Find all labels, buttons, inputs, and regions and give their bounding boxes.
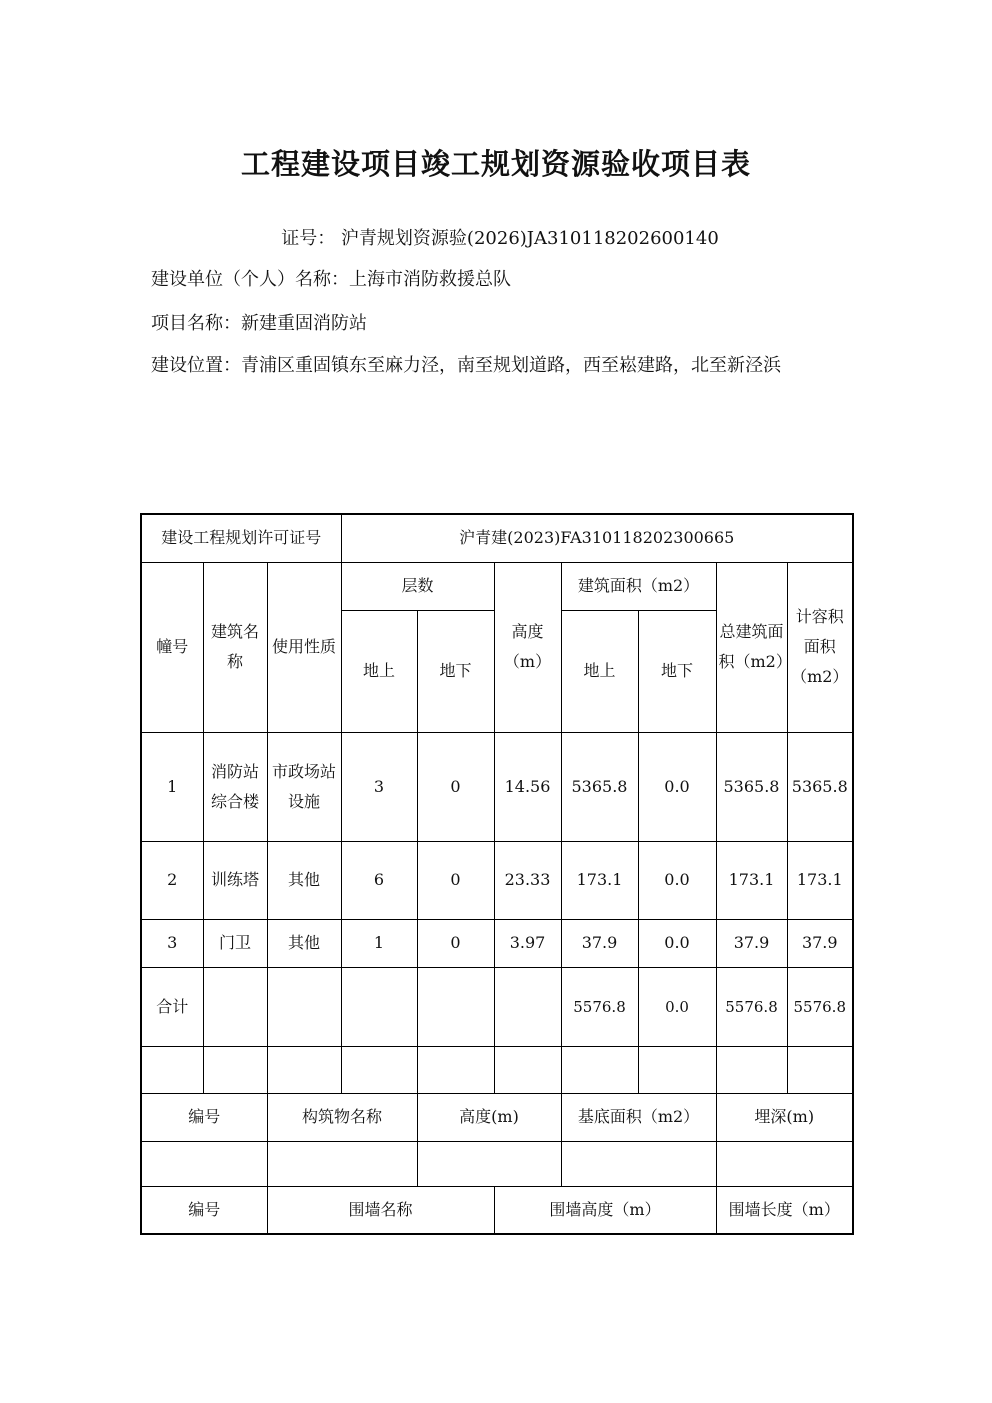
construction-unit-value: 上海市消防救援总队 [349,269,511,290]
table-row [141,841,853,919]
total-area: 5365.8 [716,732,787,841]
header-total-area: 总建筑面积（m2） [716,562,787,732]
floors-below: 0 [417,841,494,919]
construction-unit-label: 建设单位（个人）名称： [151,269,349,290]
acceptance-table [140,513,854,1235]
building-height: 23.33 [494,841,561,919]
building-use: 其他 [267,841,341,919]
wall-length-header: 围墙长度（m） [716,1186,853,1234]
header-area-below: 地下 [638,610,716,732]
structure-height-header: 高度(m) [417,1093,561,1141]
building-use: 其他 [267,919,341,967]
far-area: 173.1 [787,841,853,919]
location-line [151,352,841,379]
building-no: 1 [141,732,203,841]
table-row [141,919,853,967]
area-below: 0.0 [638,841,716,919]
building-no: 2 [141,841,203,919]
construction-unit-line [151,266,841,293]
building-use: 市政场站设施 [267,732,341,841]
header-area-above: 地上 [561,610,638,732]
building-name: 训练塔 [203,841,267,919]
certificate-number-line [0,224,992,250]
certificate-number: 沪青规划资源验(2026)JA310118202600140 [340,228,719,249]
header-area: 建筑面积（m2） [561,562,716,610]
permit-number: 沪青建(2023)FA310118202300665 [341,514,853,562]
floors-above: 1 [341,919,417,967]
area-above: 5365.8 [561,732,638,841]
header-use: 使用性质 [267,562,341,732]
header-floors-below: 地下 [417,610,494,732]
area-below: 0.0 [638,919,716,967]
total-label: 合计 [141,967,203,1046]
total-area: 173.1 [716,841,787,919]
total-far-area: 5576.8 [787,967,853,1046]
structure-name-header: 构筑物名称 [267,1093,417,1141]
wall-name-header: 围墙名称 [267,1186,494,1234]
empty-cell [417,967,494,1046]
far-area: 37.9 [787,919,853,967]
header-floors: 层数 [341,562,494,610]
location-label: 建设位置： [151,355,241,376]
area-above: 173.1 [561,841,638,919]
structure-depth-header: 埋深(m) [716,1093,853,1141]
header-far-area: 计容积面积（m2） [787,562,853,732]
project-name-value: 新建重固消防站 [241,313,367,334]
floors-above: 6 [341,841,417,919]
total-area-below: 0.0 [638,967,716,1046]
structure-base-area-header: 基底面积（m2） [561,1093,716,1141]
wall-no-header: 编号 [141,1186,267,1234]
floors-above: 3 [341,732,417,841]
header-floors-above: 地上 [341,610,417,732]
area-below: 0.0 [638,732,716,841]
building-height: 3.97 [494,919,561,967]
empty-cell [267,967,341,1046]
building-name: 门卫 [203,919,267,967]
structures-header-row [141,1093,853,1141]
total-row [141,967,853,1046]
table-row [141,732,853,841]
header-building-no: 幢号 [141,562,203,732]
building-height: 14.56 [494,732,561,841]
project-name-label: 项目名称： [151,313,241,334]
location-value: 青浦区重固镇东至麻力泾，南至规划道路，西至崧建路，北至新泾浜 [241,355,781,376]
header-height: 高度（m） [494,562,561,732]
empty-cell [341,967,417,1046]
certificate-label: 证号： [281,228,336,249]
wall-height-header: 围墙高度（m） [494,1186,716,1234]
building-no: 3 [141,919,203,967]
total-total-area: 5576.8 [716,967,787,1046]
project-name-line [151,310,841,337]
area-above: 37.9 [561,919,638,967]
total-area: 37.9 [716,919,787,967]
blank-row [141,1046,853,1093]
document-title: 工程建设项目竣工规划资源验收项目表 [240,147,751,181]
empty-cell [494,967,561,1046]
structure-no-header: 编号 [141,1093,267,1141]
building-name: 消防站综合楼 [203,732,267,841]
structures-blank-row [141,1141,853,1186]
floors-below: 0 [417,919,494,967]
floors-below: 0 [417,732,494,841]
far-area: 5365.8 [787,732,853,841]
permit-label: 建设工程规划许可证号 [141,514,341,562]
empty-cell [203,967,267,1046]
walls-header-row [141,1186,853,1234]
header-building-name: 建筑名称 [203,562,267,732]
total-area-above: 5576.8 [561,967,638,1046]
